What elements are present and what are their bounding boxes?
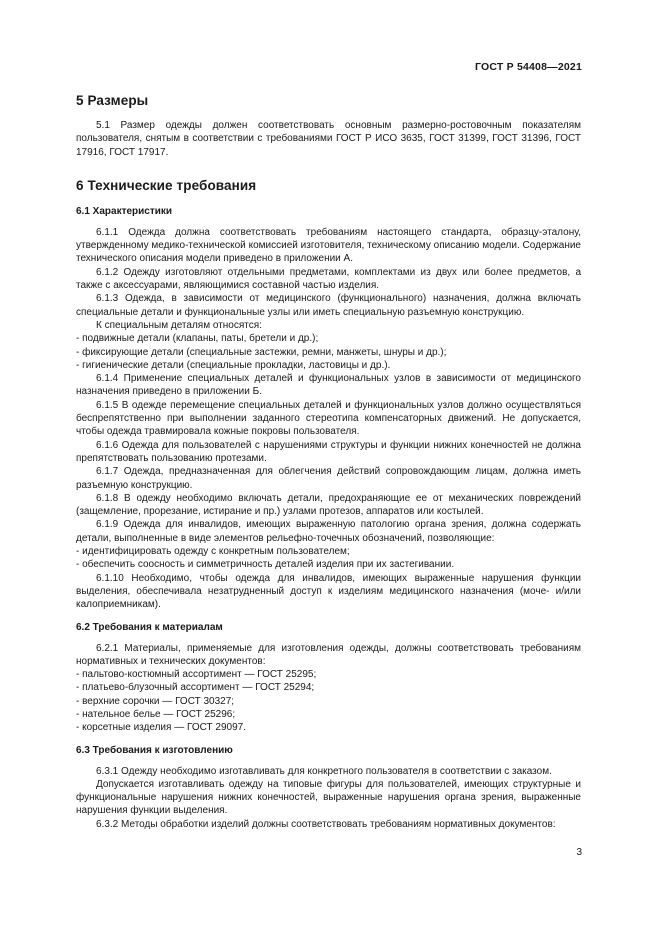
paragraph-5-1: 5.1 Размер одежды должен соответствовать основным размерно-ростовочным показателям пользователя, снятым в соответствии с требованиями ГОСТ Р ИСО 3635, ГОСТ 31399, ГОСТ 31396, ГОСТ 17916, ГОСТ 17917. (76, 120, 581, 158)
paragraph-6-1-4: 6.1.4 Применение специальных деталей и функциональных узлов в зависимости от медицинского назначения приведено в приложении Б. (76, 373, 581, 398)
list-item: - идентифицировать одежду с конкретным пользователем; (76, 546, 350, 558)
list-item: - фиксирующие детали (специальные застежки, ремни, манжеты, шнуры и др.); (76, 346, 447, 358)
paragraph-6-3-1-note: Допускается изготавливать одежду на типовые фигуры для пользователей, имеющих структурные и функциональные нарушения нижних конечностей, выраженные нарушения органа зрения, выраженные нарушения функции выделения. (76, 778, 581, 817)
document-id-header: ГОСТ Р 54408—2021 (474, 61, 582, 73)
paragraph-6-1-7: 6.1.7 Одежда, предназначенная для облегчения действий сопровождающим лицам, должна иметь разъемную конструкцию. (76, 466, 581, 491)
paragraph-6-2-1: 6.2.1 Материалы, применяемые для изготовления одежды, должны соответствовать требованиям нормативных и технических документов: (76, 642, 581, 667)
list-item: - нательное белье — ГОСТ 25296; (76, 708, 236, 720)
paragraph-6-1-5: 6.1.5 В одежде перемещение специальных деталей и функциональных узлов должно осуществляться беспрепятственно при выполнении заданного стереотипа компенсаторных движений. Не допускается, чтобы одежда травмировала кожные покровы пользователя. (76, 399, 581, 438)
list-item: - пальтово-костюмный ассортимент — ГОСТ 25295; (76, 669, 317, 681)
section-6-title: 6 Технические требования (76, 177, 257, 193)
page-content (76, 88, 581, 831)
paragraph-6-1-6: 6.1.6 Одежда для пользователей с нарушениями структуры и функции нижних конечностей не должна препятствовать пользованию протезами. (76, 439, 581, 464)
paragraph-6-1-2: 6.1.2 Одежду изготовляют отдельными предметами, комплектами из двух или более предметов, а также с аксессуарами, являющимися составной частью изделия. (76, 266, 581, 292)
paragraph-6-3-1: 6.3.1 Одежду необходимо изготавливать для конкретного пользователя в соответствии с заказом. (96, 765, 552, 777)
paragraph-6-1-3-intro: К специальным деталям относятся: (96, 319, 262, 331)
subsection-6-3-title: 6.3 Требования к изготовлению (76, 744, 233, 756)
list-item: - платьево-блузочный ассортимент — ГОСТ 25294; (76, 682, 315, 694)
paragraph-6-1-3: 6.1.3 Одежда, в зависимости от медицинского (функционального) назначения, должна включать специальные детали и функциональные узлы или иметь специальную разъемную конструкцию. (76, 293, 581, 318)
paragraph-6-1-9: 6.1.9 Одежда для инвалидов, имеющих выраженную патологию органа зрения, должна содержать детали, выполненные в виде элементов рельефно-точечных обозначений, позволяющие: (76, 519, 581, 544)
list-item: - корсетные изделия — ГОСТ 29097. (76, 722, 246, 734)
section-5-title: 5 Размеры (76, 93, 149, 108)
list-item: - обеспечить соосность и симметричность деталей изделия при их застегивании. (76, 559, 455, 571)
page-number: 3 (576, 847, 582, 858)
list-item: - подвижные детали (клапаны, паты, бретели и др.); (76, 333, 319, 345)
paragraph-6-1-8: 6.1.8 В одежду необходимо включать детали, предохраняющие ее от механических повреждений (защемление, прорезание, истирание и пр.) узлами протезов, аппаратов или костылей. (76, 492, 581, 518)
paragraph-6-1-10: 6.1.10 Необходимо, чтобы одежда для инвалидов, имеющих выраженные нарушения функции выделения, обеспечивала незатрудненный доступ к изделиям медицинского назначения (моче- и/или калоприемникам). (76, 572, 581, 611)
subsection-6-2-title: 6.2 Требования к материалам (76, 621, 223, 633)
list-item: - верхние сорочки — ГОСТ 30327; (76, 695, 235, 707)
paragraph-6-3-2: 6.3.2 Методы обработки изделий должны соответствовать требованиям нормативных документов: (96, 818, 556, 830)
subsection-6-1-title: 6.1 Характеристики (76, 205, 173, 217)
list-item: - гигиенические детали (специальные прокладки, ластовицы и др.). (76, 359, 391, 371)
paragraph-6-1-1: 6.1.1 Одежда должна соответствовать требованиям настоящего стандарта, образцу-эталону, утвержденному медико-технической комиссией изготовителя, техническому описанию модели. Содержание технического описания модели приведено в приложении А. (76, 226, 581, 265)
